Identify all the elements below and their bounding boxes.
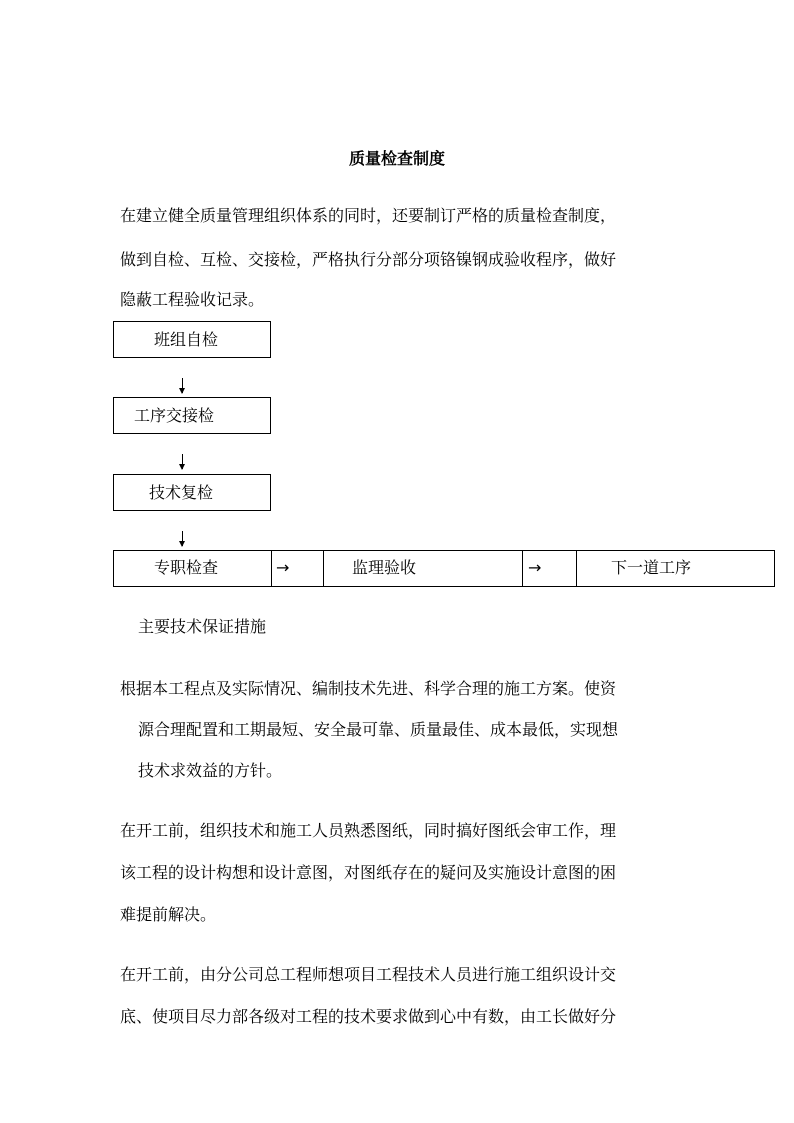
intro-line-1: 在建立健全质量管理组织体系的同时，还要制订严格的质量检查制度， — [120, 206, 617, 225]
arrow-right-icon: → — [276, 558, 290, 577]
para2-line-3: 难提前解决。 — [120, 905, 217, 924]
intro-line-2: 做到自检、互检、交接检，严格执行分部分项铬镍钢成验收程序，做好 — [120, 250, 617, 269]
para1-line-2: 源合理配置和工期最短、安全最可靠、质量最佳、成本最低，实现想 — [138, 720, 619, 739]
flow-step-label: 监理验收 — [352, 558, 417, 577]
arrow-right-icon: → — [528, 558, 542, 577]
para1-line-3: 技术求效益的方针。 — [138, 761, 283, 780]
flow-arrow-cell — [522, 551, 577, 586]
flow-step-dedicated-inspection — [114, 551, 272, 586]
intro-line-3: 隐蔽工程验收记录。 — [120, 290, 265, 309]
flow-arrow-cell — [271, 551, 324, 586]
arrow-down-icon — [182, 454, 183, 469]
document-title: 质量检查制度 — [348, 149, 445, 168]
para3-line-2: 底、使项目尽力部各级对工程的技术要求做到心中有数，由工长做好分 — [120, 1007, 617, 1026]
flow-step-team-self-check — [113, 321, 271, 358]
flow-step-supervision-acceptance — [323, 551, 523, 586]
para2-line-2: 该工程的设计构想和设计意图，对图纸存在的疑问及实施设计意图的困 — [120, 863, 617, 882]
para3-line-1: 在开工前，由分公司总工程师想项目工程技术人员进行施工组织设计交 — [120, 965, 617, 984]
flow-final-row — [113, 550, 775, 587]
section-heading: 主要技术保证措施 — [138, 617, 267, 636]
flow-step-label: 工序交接检 — [134, 406, 215, 425]
flow-step-label: 专职检查 — [154, 558, 219, 577]
arrow-down-icon — [182, 531, 183, 546]
arrow-down-icon — [182, 378, 183, 393]
flow-step-technical-recheck — [113, 474, 271, 511]
flow-step-next-process — [576, 551, 774, 586]
flow-step-label: 下一道工序 — [611, 558, 692, 577]
para1-line-1: 根据本工程点及实际情况、编制技术先进、科学合理的施工方案。使资 — [120, 679, 617, 698]
flow-step-handover-check — [113, 397, 271, 434]
flow-step-label: 班组自检 — [154, 330, 219, 349]
flow-step-label: 技术复检 — [149, 483, 214, 502]
para2-line-1: 在开工前，组织技术和施工人员熟悉图纸，同时搞好图纸会审工作，理 — [120, 821, 617, 840]
